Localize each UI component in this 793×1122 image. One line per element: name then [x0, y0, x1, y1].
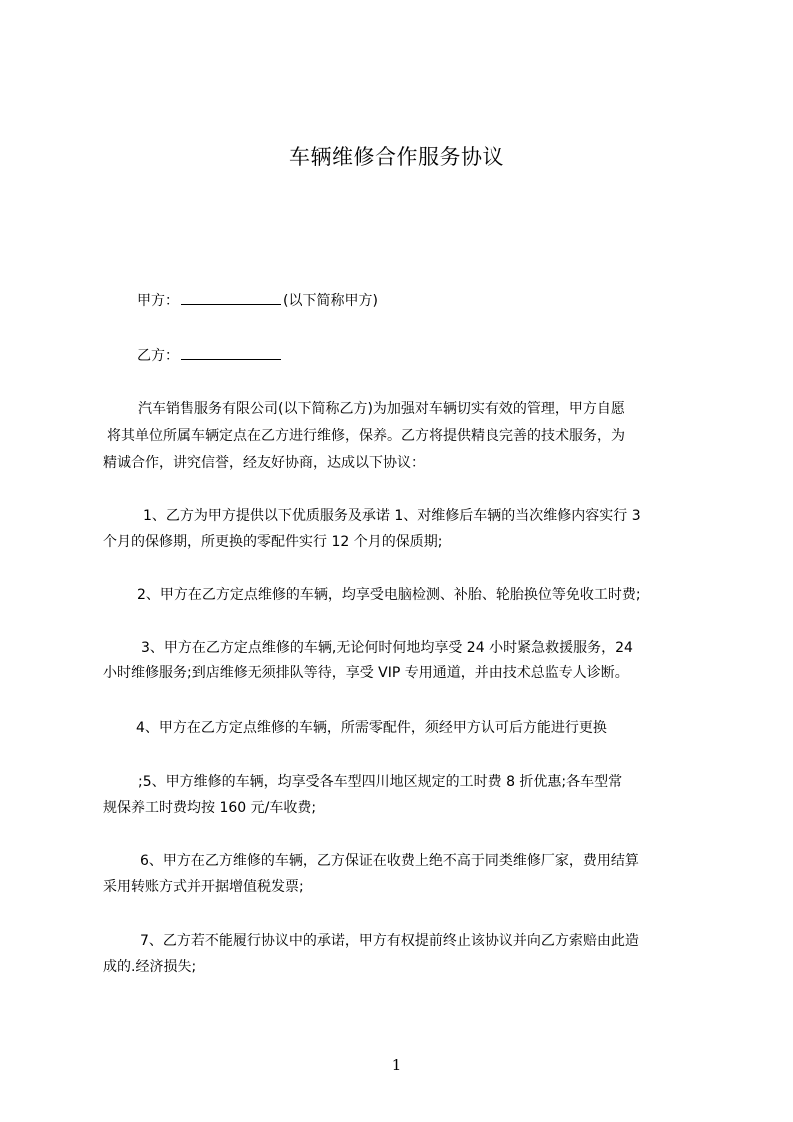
clause-line: 7、乙方若不能履行协议中的承诺，甲方有权提前终止该协议并向乙方索赔由此造 [140, 933, 639, 949]
party-a-label: 甲方： [137, 293, 179, 309]
page-number: 1 [391, 1056, 402, 1074]
clause-line: 成的.经济损失; [103, 959, 197, 975]
clause-line: 4、甲方在乙方定点维修的车辆，所需零配件，须经甲方认可后方能进行更换 [136, 720, 607, 736]
party-a-line [137, 290, 378, 311]
clause-line: 采用转账方式并开据增值税发票; [103, 879, 304, 895]
paragraph-line: 汽车销售服务有限公司(以下简称乙方)为加强对车辆切实有效的管理，甲方自愿 [138, 401, 625, 417]
clause-line: 小时维修服务;到店维修无须排队等待，享受 VIP 专用通道，并由技术总监专人诊断。 [103, 665, 629, 681]
clause-line: 6、甲方在乙方维修的车辆，乙方保证在收费上绝不高于同类维修厂家，费用结算 [140, 853, 639, 869]
party-a-suffix: (以下简称甲方) [283, 293, 378, 309]
paragraph-line: 精诚合作，讲究信誉，经友好协商，达成以下协议： [103, 455, 425, 471]
clause-line: 规保养工时费均按 160 元/车收费; [103, 800, 317, 816]
clause-line: 3、甲方在乙方定点维修的车辆,无论何时何地均享受 24 小时紧急救援服务，24 [141, 640, 633, 656]
clause-line: ;5、甲方维修的车辆，均享受各车型四川地区规定的工时费 8 折优惠;各车型常 [138, 774, 623, 790]
party-b-line [137, 345, 283, 366]
paragraph-line: 将其单位所属车辆定点在乙方进行维修，保养。乙方将提供精良完善的技术服务，为 [107, 428, 625, 444]
clause-line: 个月的保修期，所更换的零配件实行 12 个月的保质期; [103, 534, 443, 550]
party-b-label: 乙方： [137, 348, 179, 364]
clause-line: 2、甲方在乙方定点维修的车辆，均享受电脑检测、补胎、轮胎换位等免收工时费; [137, 587, 641, 603]
party-a-blank [181, 290, 281, 305]
party-b-blank [181, 345, 281, 360]
clause-line: 1、乙方为甲方提供以下优质服务及承诺 1、对维修后车辆的当次维修内容实行 3 [143, 508, 641, 524]
document-title: 车辆维修合作服务协议 [289, 145, 504, 169]
